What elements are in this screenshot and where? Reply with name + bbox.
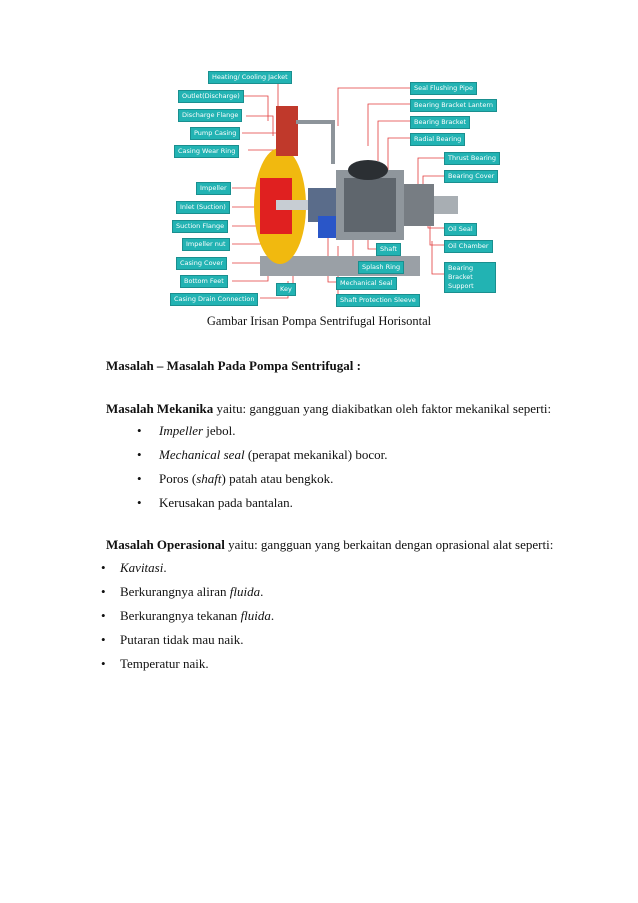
label-bottom-feet: Bottom Feet <box>180 275 228 288</box>
label-mechanical-seal: Mechanical Seal <box>336 277 397 290</box>
label-bearing-bracket-support: Bearing Bracket Support <box>444 262 496 293</box>
operasional-intro <box>106 537 553 553</box>
list-item: Mechanical seal (perapat mekanikal) bocor. <box>159 447 388 462</box>
mekanika-intro <box>106 401 551 417</box>
figure-caption: Gambar Irisan Pompa Sentrifugal Horisontal <box>206 314 432 328</box>
list-item: Berkurangnya aliran fluida. <box>120 584 264 599</box>
label-thrust-bearing: Thrust Bearing <box>444 152 500 165</box>
label-casing-drain-connection: Casing Drain Connection <box>170 293 258 306</box>
bullet-icon: • <box>137 447 142 462</box>
list-item: Kerusakan pada bantalan. <box>159 495 293 510</box>
label-radial-bearing: Radial Bearing <box>410 133 465 146</box>
bullet-icon: • <box>101 608 106 623</box>
section-heading: Masalah – Masalah Pada Pompa Sentrifugal : <box>106 358 361 373</box>
label-outlet-discharge: Outlet(Discharge) <box>178 90 244 103</box>
label-heating-cooling-jacket: Heating/ Cooling Jacket <box>208 71 292 84</box>
label-inlet-suction: Inlet (Suction) <box>176 201 230 214</box>
label-bearing-bracket-lantern: Bearing Bracket Lantern <box>410 99 497 112</box>
list-item: Poros (shaft) patah atau bengkok. <box>159 471 334 486</box>
label-casing-wear-ring: Casing Wear Ring <box>174 145 239 158</box>
mekanika-label: Masalah Mekanika <box>106 401 214 416</box>
label-casing-cover: Casing Cover <box>176 257 227 270</box>
list-item: Berkurangnya tekanan fluida. <box>120 608 275 623</box>
label-discharge-flange: Discharge Flange <box>178 109 242 122</box>
label-impeller: Impeller <box>196 182 231 195</box>
operasional-label: Masalah Operasional <box>106 537 225 552</box>
operasional-text: yaitu: gangguan yang berkaitan dengan oprasional alat seperti: <box>224 537 554 552</box>
list-item: Kavitasi. <box>120 560 167 575</box>
list-item: Putaran tidak mau naik. <box>120 632 244 647</box>
label-seal-flushing-pipe: Seal Flushing Pipe <box>410 82 477 95</box>
label-oil-seal: Oil Seal <box>444 223 477 236</box>
label-bearing-bracket: Bearing Bracket <box>410 116 470 129</box>
pump-cross-section-figure <box>168 66 508 310</box>
bullet-icon: • <box>101 560 106 575</box>
label-suction-flange: Suction Flange <box>172 220 228 233</box>
label-shaft-protection-sleeve: Shaft Protection Sleeve <box>336 294 420 307</box>
label-key: Key <box>276 283 296 296</box>
bullet-icon: • <box>137 423 142 438</box>
label-pump-casing: Pump Casing <box>190 127 240 140</box>
label-impeller-nut: Impeller nut <box>182 238 230 251</box>
bullet-icon: • <box>101 656 106 671</box>
label-splash-ring: Splash Ring <box>358 261 404 274</box>
label-bearing-cover: Bearing Cover <box>444 170 498 183</box>
bullet-icon: • <box>101 584 106 599</box>
bullet-icon: • <box>137 495 142 510</box>
label-oil-chamber: Oil Chamber <box>444 240 493 253</box>
mekanika-text: yaitu: gangguan yang diakibatkan oleh faktor mekanikal seperti: <box>213 401 552 416</box>
label-shaft: Shaft <box>376 243 401 256</box>
bullet-icon: • <box>137 471 142 486</box>
bullet-icon: • <box>101 632 106 647</box>
list-item: Temperatur naik. <box>120 656 209 671</box>
list-item: Impeller jebol. <box>159 423 236 438</box>
